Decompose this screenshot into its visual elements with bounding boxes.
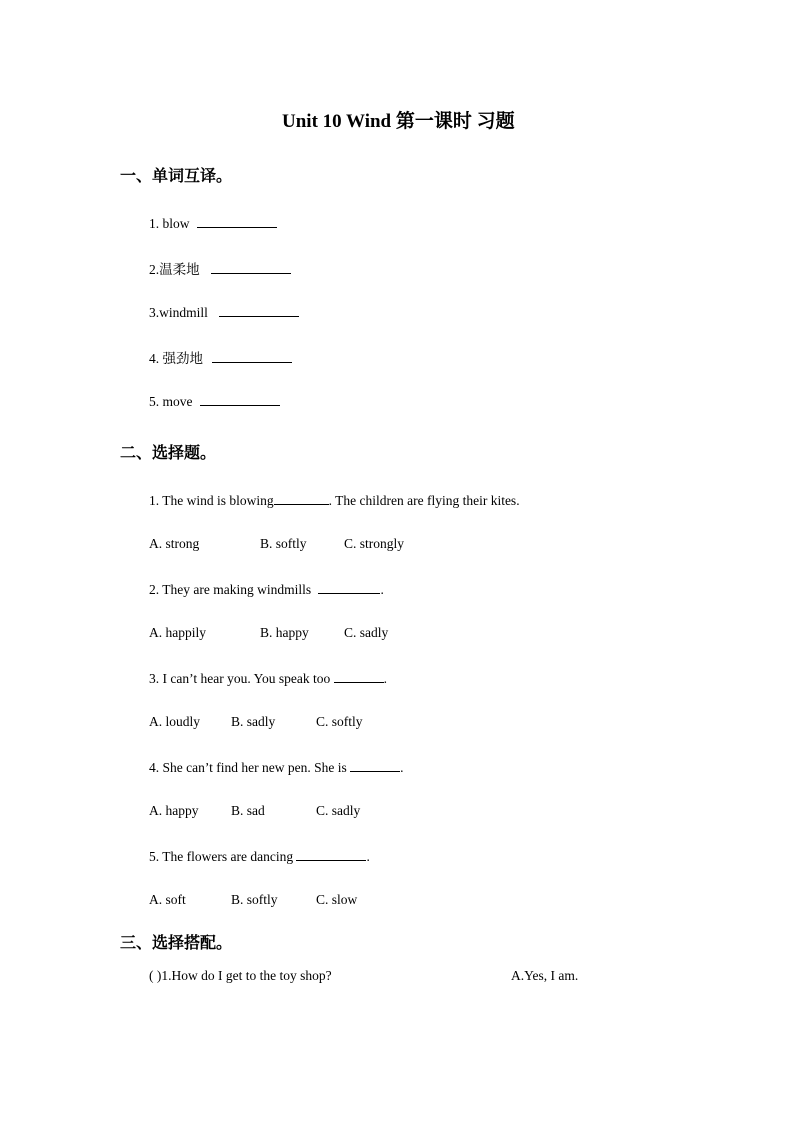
section-heading-matching: 三、选择搭配。 — [120, 935, 233, 952]
word-item-2 — [149, 258, 291, 278]
word-item-text: 1. blow — [149, 216, 190, 231]
option-2b[interactable]: B. happy — [260, 625, 309, 640]
answer-blank[interactable] — [334, 669, 384, 683]
option-1b[interactable]: B. softly — [260, 536, 307, 551]
question-text: 3. I can’t hear you. You speak too — [149, 671, 334, 686]
answer-blank[interactable] — [211, 260, 291, 274]
section-heading-word-translation: 一、单词互译。 — [120, 168, 233, 185]
question-5 — [149, 847, 370, 865]
answer-blank[interactable] — [296, 847, 366, 861]
word-item-text: 5. move — [149, 394, 193, 409]
answer-blank[interactable] — [219, 303, 299, 317]
question-text-end: . — [400, 760, 404, 775]
option-5b[interactable]: B. softly — [231, 892, 278, 907]
option-5a[interactable]: A. soft — [149, 892, 186, 907]
option-3b[interactable]: B. sadly — [231, 714, 276, 729]
option-3a[interactable]: A. loudly — [149, 714, 201, 729]
question-text-end: . The children are flying their kites. — [328, 493, 520, 508]
answer-blank[interactable] — [212, 349, 292, 363]
matching-answer-a: A.Yes, I am. — [511, 968, 579, 983]
question-text-end: . — [383, 671, 387, 686]
option-4c[interactable]: C. sadly — [316, 803, 361, 818]
option-2a[interactable]: A. happily — [149, 625, 206, 640]
option-4a[interactable]: A. happy — [149, 803, 199, 818]
question-text: 4. She can’t find her new pen. She is — [149, 760, 351, 775]
answer-blank[interactable] — [200, 392, 280, 406]
question-3 — [149, 669, 387, 687]
option-4b[interactable]: B. sad — [231, 803, 265, 818]
question-text: 5. The flowers are dancing — [149, 849, 297, 864]
answer-blank[interactable] — [350, 758, 400, 772]
option-5c[interactable]: C. slow — [316, 892, 358, 907]
option-1c[interactable]: C. strongly — [344, 536, 405, 551]
question-2 — [149, 580, 384, 598]
word-item-text: 2.温柔地 — [149, 262, 200, 277]
matching-question-1[interactable]: ( )1.How do I get to the toy shop? — [149, 968, 332, 983]
option-2c[interactable]: C. sadly — [344, 625, 389, 640]
question-4 — [149, 758, 403, 776]
page-title: Unit 10 Wind 第一课时 习题 — [282, 111, 515, 132]
answer-blank[interactable] — [197, 214, 277, 228]
option-1a[interactable]: A. strong — [149, 536, 200, 551]
word-item-5 — [149, 392, 280, 410]
question-text-end: . — [366, 849, 370, 864]
question-text: 2. They are making windmills — [149, 582, 315, 597]
word-item-4 — [149, 347, 292, 367]
answer-blank[interactable] — [274, 491, 329, 505]
answer-blank[interactable] — [318, 580, 380, 594]
question-text-end: . — [380, 582, 384, 597]
section-heading-multiple-choice: 二、选择题。 — [120, 445, 217, 462]
question-text: 1. The wind is blowing — [149, 493, 274, 508]
word-item-text: 4. 强劲地 — [149, 351, 203, 366]
word-item-3 — [149, 303, 299, 321]
option-3c[interactable]: C. softly — [316, 714, 363, 729]
question-1 — [149, 491, 520, 509]
word-item-1 — [149, 214, 277, 232]
word-item-text: 3.windmill — [149, 305, 208, 320]
